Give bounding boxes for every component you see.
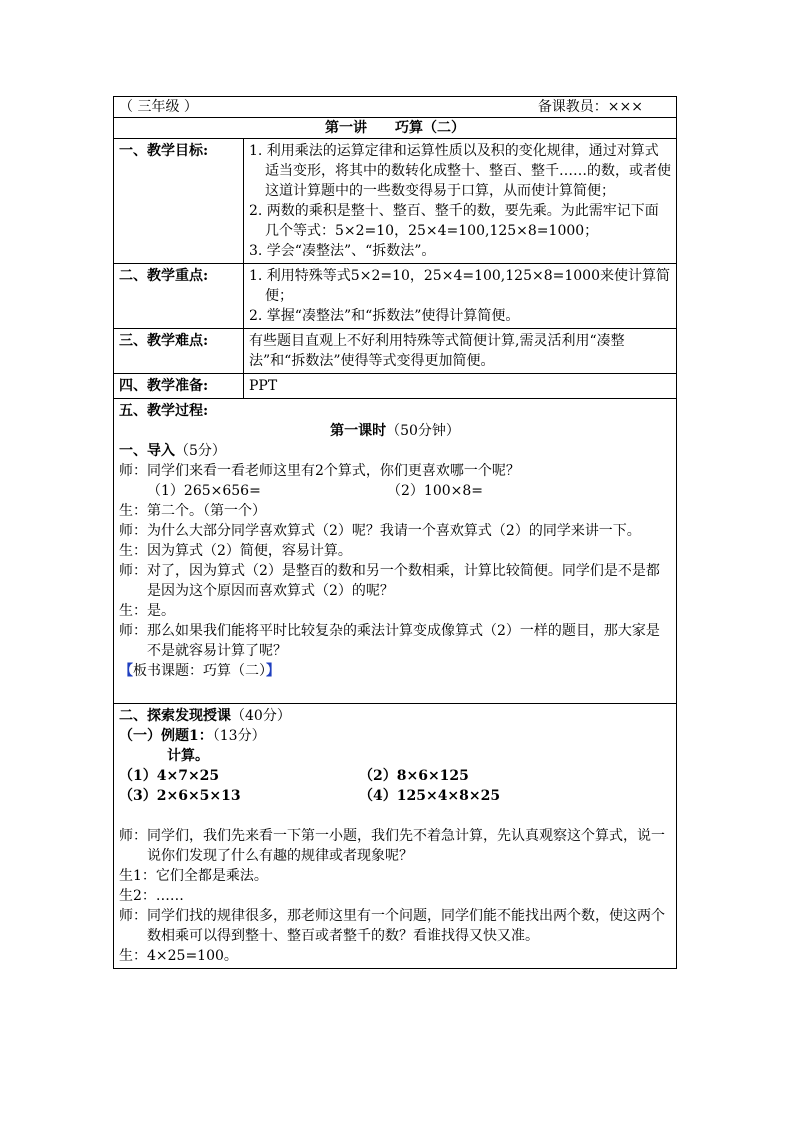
preparation-text: PPT [244,374,677,399]
session-time: （50分钟） [386,423,460,439]
example-time: （13分） [212,728,266,744]
board-text: 板书课题：巧算（二） [133,663,266,679]
explore-time: （40分） [231,708,291,724]
key-points-label: 二、教学重点: [114,264,244,329]
dialogue-line: 师：同学们找的规律很多，那老师这里有一个问题，同学们能不能找出两个数，使这两个数相乘可以得到整十、整百或者整千的数？看谁找得又快又准。 [119,908,665,944]
board-bracket-open: 【 [119,663,133,679]
header-row [114,97,677,118]
session-title: 第一课时 [330,423,387,439]
dialogue-line: 生2：…… [119,888,184,904]
explore-content [114,704,677,969]
key-points-row [114,264,677,329]
key-point-item: 2. 掌握“凑整法”和“拆数法”使得计算简便。 [249,308,520,324]
spacer [119,806,671,826]
problem-row [119,786,671,806]
expression-2: （2）100×8= [387,483,483,499]
example-heading [119,726,671,746]
example-label: （一）例题1： [119,728,213,744]
session-heading [119,421,671,441]
intro-title: 一、导入 [119,443,175,459]
dialogue-line: 师：为什么大部分同学喜欢算式（2）呢？我请一个喜欢算式（2）的同学来讲一下。 [119,523,641,539]
grade-label: （ 三年级 ） [119,99,198,115]
goals-content [244,139,677,264]
dialogue-line: 生：是。 [119,603,175,619]
intro-expressions [119,481,671,501]
problem-item: （2）8×6×125 [359,768,469,784]
difficulties-text: 有些题目直观上不好利用特殊等式简便计算,需灵活利用“凑整法”和“拆数法”使得等式变得更加简便。 [244,329,677,374]
dialogue-line: 生：第二个。（第一个） [119,503,266,519]
dialogue-line: 生：因为算式（2）简便，容易计算。 [119,543,352,559]
lecture-title: 第一讲 巧算（二） [114,118,677,139]
key-points-content [244,264,677,329]
problem-item: （4）125×4×8×25 [359,788,501,804]
goal-item: 3. 学会“凑整法”、“拆数法”。 [249,243,436,259]
intro-heading [119,441,671,461]
process-label: 五、教学过程: [119,403,209,419]
goal-item: 2. 两数的乘积是整十、整百、整千的数，要先乘。为此需牢记下面几个等式：5×2=10，25×4=100,125×8=1000； [249,203,659,239]
dialogue-line: 师：对了，因为算式（2）是整百的数和另一个数相乘，计算比较简便。同学们是不是都是因为这个原因而喜欢算式（2）的呢？ [119,563,660,599]
lecture-title-row [114,118,677,139]
difficulties-row [114,329,677,374]
process-content [114,399,677,704]
dialogue-line: 师：那么如果我们能将平时比较复杂的乘法计算变成像算式（2）一样的题目，那大家是不是就容易计算了呢？ [119,623,660,659]
board-title [119,661,671,681]
teacher-label: 备课教员：××× [537,99,644,115]
dialogue-line: 生1：它们全都是乘法。 [119,868,268,884]
goals-label: 一、教学目标: [114,139,244,264]
lesson-plan-table [113,96,677,969]
spacer [119,681,671,701]
process-row [114,399,677,704]
intro-time: （5分） [175,443,226,459]
problem-item: （3）2×6×5×13 [119,788,241,804]
lesson-plan-document [113,96,676,969]
problem-item: （1）4×7×25 [119,768,220,784]
key-point-item: 1. 利用特殊等式5×2=10，25×4=100,125×8=1000来使计算简便； [249,268,670,304]
dialogue-line: 师：同学们，我们先来看一下第一小题，我们先不着急计算，先认真观察这个算式，说一说你们发现了什么有趣的规律或者现象呢？ [119,828,665,864]
goals-row [114,139,677,264]
goal-item: 1. 利用乘法的运算定律和运算性质以及积的变化规律，通过对算式适当变形，将其中的数转化成整十、整百、整千……的数，或者使这道计算题中的一些数变得易于口算，从而使计算简便； [249,143,671,199]
dialogue-line: 生：4×25=100。 [119,948,238,964]
example-instruction: 计算。 [167,748,209,764]
explore-title: 二、探索发现授课 [119,708,231,724]
problem-row [119,766,671,786]
expression-1: （1）265×656= [147,483,261,499]
dialogue-line: 师：同学们来看一看老师这里有2个算式，你们更喜欢哪一个呢？ [119,463,520,479]
board-bracket-close: 】 [266,663,280,679]
explore-row [114,704,677,969]
difficulties-label: 三、教学难点: [114,329,244,374]
preparation-label: 四、教学准备: [114,374,244,399]
preparation-row [114,374,677,399]
explore-heading [119,706,671,726]
